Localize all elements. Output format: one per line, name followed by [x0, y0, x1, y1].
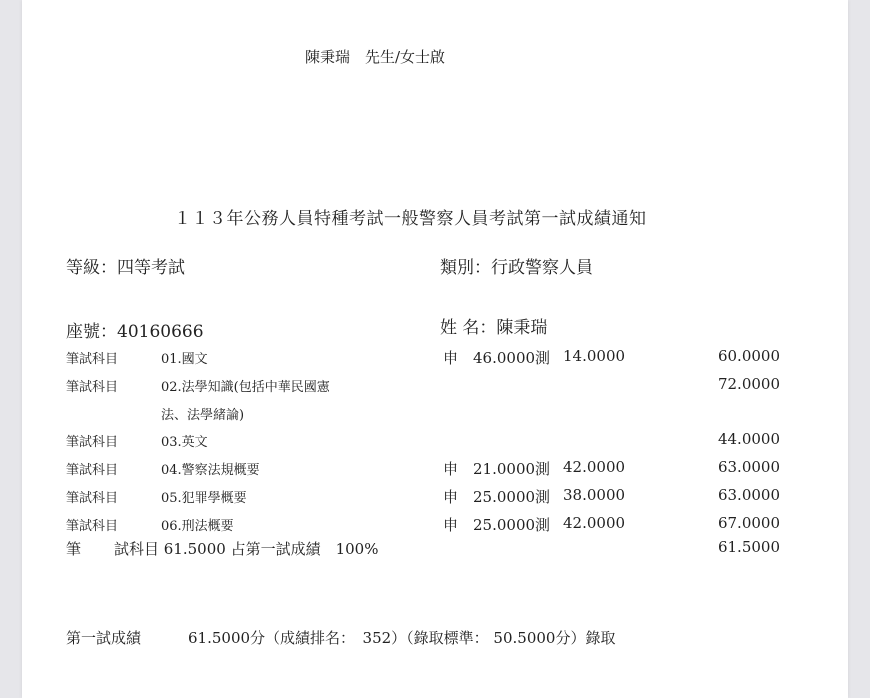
exam-level: 等級：四等考試: [66, 258, 185, 278]
score-a: 25.0000測: [473, 488, 551, 506]
subject-total: 60.0000: [717, 347, 780, 365]
subject-total: 44.0000: [717, 430, 780, 448]
seat-number: 座號：40160666: [66, 322, 204, 342]
score-mark: 申: [443, 488, 459, 506]
summary-label-2: 試科目 61.5000 占第一試成績 100%: [114, 540, 379, 558]
subject-total: 63.0000: [717, 458, 780, 476]
subject-label: 筆試科目: [66, 435, 119, 450]
result-label: 第一試成績: [66, 629, 142, 647]
subject-label: 筆試科目: [66, 463, 119, 478]
subject-name: 03.英文: [161, 435, 208, 450]
score-a: 46.0000測: [473, 349, 551, 367]
summary-label-1: 筆: [66, 540, 82, 558]
salutation: 陳秉瑞 先生/女士啟: [305, 48, 446, 66]
document-title: １１３年公務人員特種考試一般警察人員考試第一試成績通知: [174, 209, 647, 229]
score-b: 38.0000: [563, 486, 626, 504]
score-a: 21.0000測: [473, 460, 551, 478]
score-notice-page: [22, 0, 848, 698]
subject-name: 04.警察法規概要: [161, 463, 260, 478]
summary-total: 61.5000: [717, 538, 780, 556]
subject-name-cont: 法、法學緒論): [161, 408, 245, 423]
subject-label: 筆試科目: [66, 352, 119, 367]
score-b: 42.0000: [563, 458, 626, 476]
subject-name: 06.刑法概要: [161, 519, 234, 534]
score-b: 42.0000: [563, 514, 626, 532]
score-mark: 申: [443, 349, 459, 367]
subject-name: 01.國文: [161, 352, 208, 367]
exam-category: 類別：行政警察人員: [440, 258, 593, 278]
candidate-name: 姓 名：陳秉瑞: [440, 318, 548, 338]
score-a: 25.0000測: [473, 516, 551, 534]
subject-label: 筆試科目: [66, 380, 119, 395]
subject-name: 05.犯罪學概要: [161, 491, 247, 506]
subject-label: 筆試科目: [66, 519, 119, 534]
subject-label: 筆試科目: [66, 491, 119, 506]
subject-total: 72.0000: [717, 375, 780, 393]
subject-total: 67.0000: [717, 514, 780, 532]
subject-name: 02.法學知識(包括中華民國憲: [161, 380, 330, 395]
subject-total: 63.0000: [717, 486, 780, 504]
score-b: 14.0000: [563, 347, 626, 365]
score-mark: 申: [443, 460, 459, 478]
result-text: 61.5000分（成績排名： 352）（錄取標準： 50.5000分）錄取: [188, 629, 616, 647]
score-mark: 申: [443, 516, 459, 534]
